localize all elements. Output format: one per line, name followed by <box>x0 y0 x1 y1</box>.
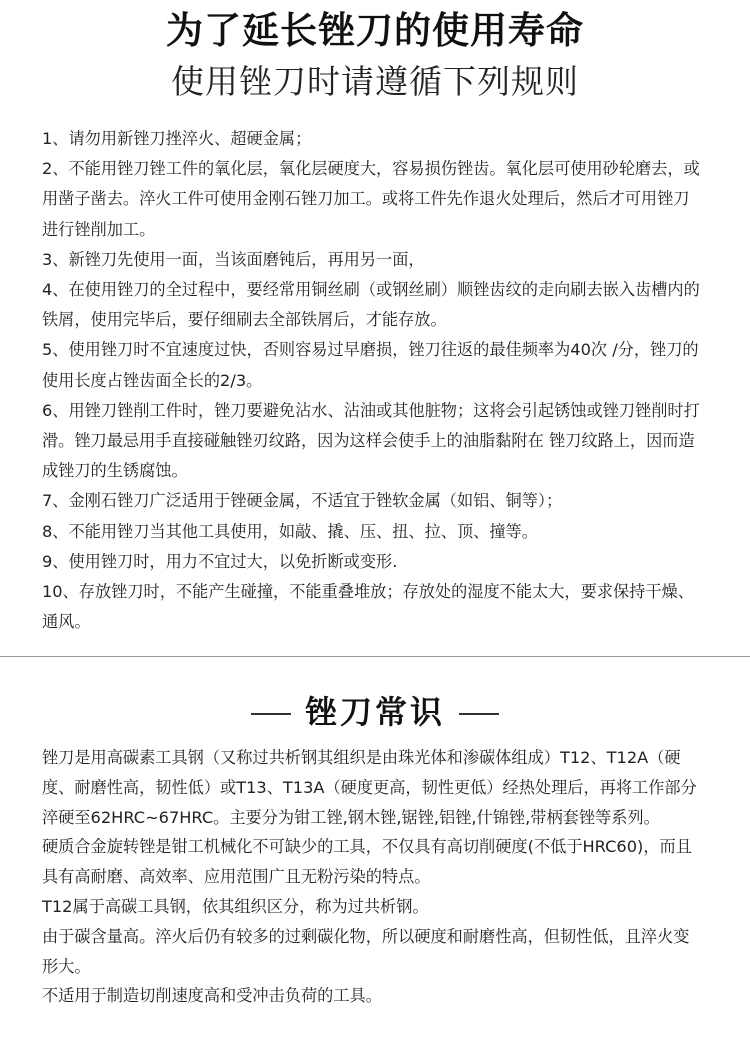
knowledge-paragraph: 不适用于制造切削速度高和受冲击负荷的工具。 <box>42 986 382 1006</box>
heading-dash-left <box>251 713 291 715</box>
rule-item: 4、在使用锉刀的全过程中，要经常用铜丝刷（或钢丝刷）顺锉齿纹的走向刷去嵌入齿槽内的铁屑，使用完毕后，要仔细刷去全部铁屑后，才能存放。 <box>42 280 700 330</box>
knowledge-paragraph: T12属于高碳工具钢，依其组织区分，称为过共析钢。 <box>42 896 429 916</box>
page-subtitle: 使用锉刀时请遵循下列规则 <box>171 62 579 101</box>
rule-item: 9、使用锉刀时，用力不宜过大，以免折断或变形. <box>42 551 398 571</box>
rule-item: 2、不能用锉刀锉工件的氧化层，氧化层硬度大，容易损伤锉齿。氧化层可使用砂轮磨去，或用凿子凿去。淬火工件可使用金刚石锉刀加工。或将工件先作退火处理后，然后才可用锉刀进行锉削加工。 <box>42 159 700 239</box>
knowledge-paragraph: 由于碳含量高。淬火后仍有较多的过剩碳化物，所以硬度和耐磨性高，但韧性低，且淬火变形大。 <box>42 926 690 976</box>
rule-item: 5、使用锉刀时不宜速度过快，否则容易过早磨损，锉刀往返的最佳频率为40次 /分，锉刀的使用长度占锉齿面全长的2/3。 <box>42 340 699 390</box>
heading-dash-right <box>459 713 499 715</box>
section-divider <box>0 656 750 657</box>
rule-item: 3、新锉刀先使用一面，当该面磨钝后，再用另一面， <box>42 249 425 269</box>
rule-item: 8、不能用锉刀当其他工具使用，如敲、撬、压、扭、拉、顶、撞等。 <box>42 521 538 541</box>
rules-list <box>42 124 702 637</box>
page-title: 为了延长锉刀的使用寿命 <box>166 9 584 52</box>
rule-item: 6、用锉刀锉削工件时，锉刀要避免沾水、沾油或其他脏物；这将会引起锈蚀或锉刀锉削时打滑。锉刀最忌用手直接碰触锉刃纹路，因为这样会使手上的油脂黏附在 锉刀纹路上，因而造成锉刀的生锈腐蚀。 <box>42 400 700 481</box>
knowledge-paragraph: 锉刀是用高碳素工具钢（又称过共析钢其组织是由珠光体和渗碳体组成）T12、T12A（硬度、耐磨性高，韧性低）或T13、T13A（硬度更高，韧性更低）经热处理后，再将工作部分淬硬至62HRC~67HRC。主要分为钳工锉,钢木锉,锯锉,铝锉,什锦锉,带柄套锉等系列。 <box>42 748 697 827</box>
rule-item: 1、请勿用新锉刀挫淬火、超硬金属； <box>42 129 312 148</box>
section-heading-text: 锉刀常识 <box>304 693 445 731</box>
section-heading <box>0 690 750 734</box>
knowledge-text <box>42 743 702 1011</box>
rule-item: 10、存放锉刀时，不能产生碰撞，不能重叠堆放；存放处的湿度不能太大，要求保持干燥、通风。 <box>42 582 694 632</box>
knowledge-paragraph: 硬质合金旋转锉是钳工机械化不可缺少的工具，不仅具有高切削硬度(不低于HRC60)，而且具有高耐磨、高效率、应用范围广且无粉污染的特点。 <box>42 837 692 887</box>
rule-item: 7、金刚石锉刀广泛适用于锉硬金属，不适宜于锉软金属（如铝、铜等）； <box>42 491 563 511</box>
